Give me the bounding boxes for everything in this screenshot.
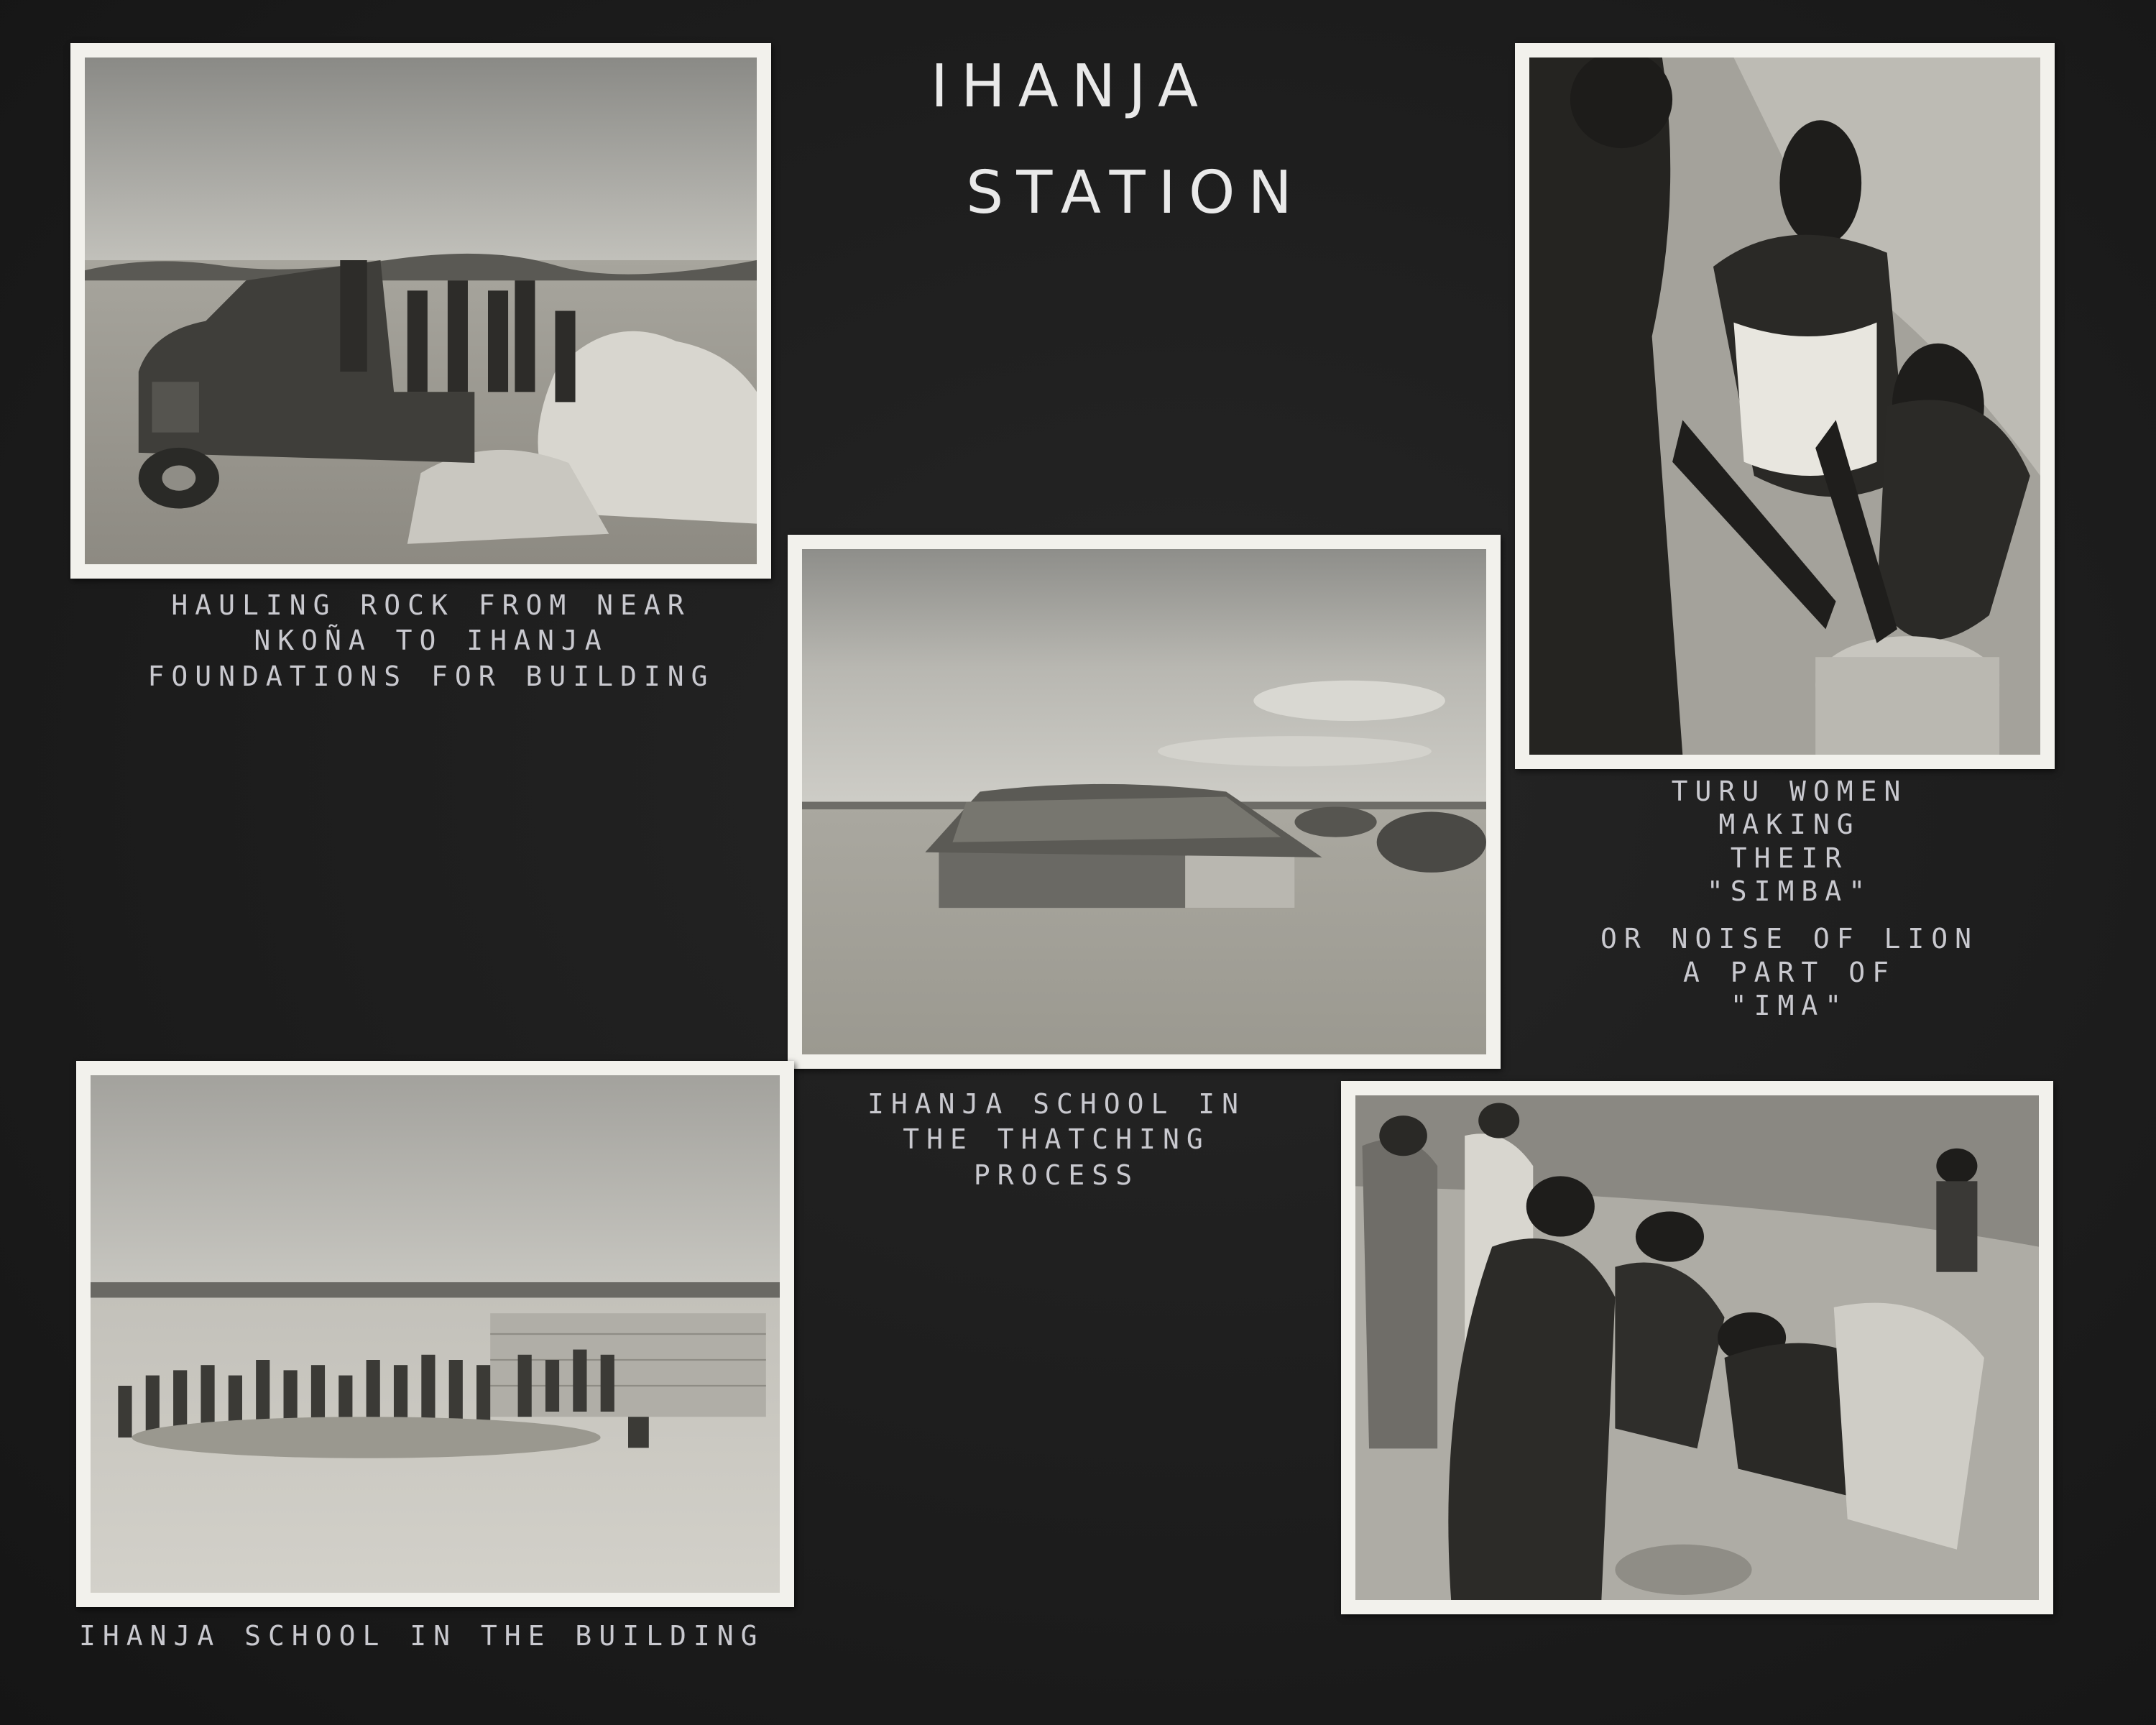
caption-turu-line-1: TURU WOMEN bbox=[1671, 776, 1908, 807]
caption-building-line-1: IHANJA SCHOOL IN THE BUILDING bbox=[79, 1620, 765, 1652]
caption-thatching bbox=[819, 1087, 1294, 1193]
page-subtitle bbox=[913, 159, 1358, 227]
caption-thatching-line-3: PROCESS bbox=[973, 1159, 1140, 1191]
page-title bbox=[920, 52, 1222, 121]
caption-hauling-line-3: FOUNDATIONS FOR BUILDING bbox=[147, 660, 715, 692]
caption-hauling-line-1: HAULING ROCK FROM NEAR bbox=[171, 589, 691, 621]
title-line-2: STATION bbox=[966, 159, 1305, 227]
caption-building bbox=[79, 1619, 798, 1654]
caption-turu-line-5: OR NOISE OF LION bbox=[1600, 923, 1979, 955]
photo-school-thatching bbox=[788, 535, 1501, 1069]
caption-thatching-line-1: IHANJA SCHOOL IN bbox=[867, 1088, 1246, 1120]
caption-turu-line-6: A PART OF bbox=[1683, 956, 1896, 988]
photo-truck-hauling-rock bbox=[70, 43, 771, 579]
caption-turu-line-3: THEIR bbox=[1730, 842, 1849, 874]
photo-turu-women bbox=[1515, 43, 2055, 769]
photo-school-building bbox=[76, 1061, 794, 1607]
caption-turu-line-2: MAKING bbox=[1718, 809, 1861, 841]
caption-hauling-line-2: NKOÑA TO IHANJA bbox=[254, 625, 609, 657]
caption-turu-line-7: "IMA" bbox=[1730, 990, 1849, 1022]
title-line-1: IHANJA bbox=[930, 52, 1212, 121]
caption-turu-line-4: "SIMBA" bbox=[1706, 875, 1873, 908]
caption-thatching-line-2: THE THATCHING bbox=[903, 1123, 1210, 1156]
photo-simba-crowd bbox=[1341, 1081, 2053, 1614]
caption-turu-women bbox=[1552, 775, 2027, 1023]
caption-hauling-rock bbox=[108, 588, 755, 694]
